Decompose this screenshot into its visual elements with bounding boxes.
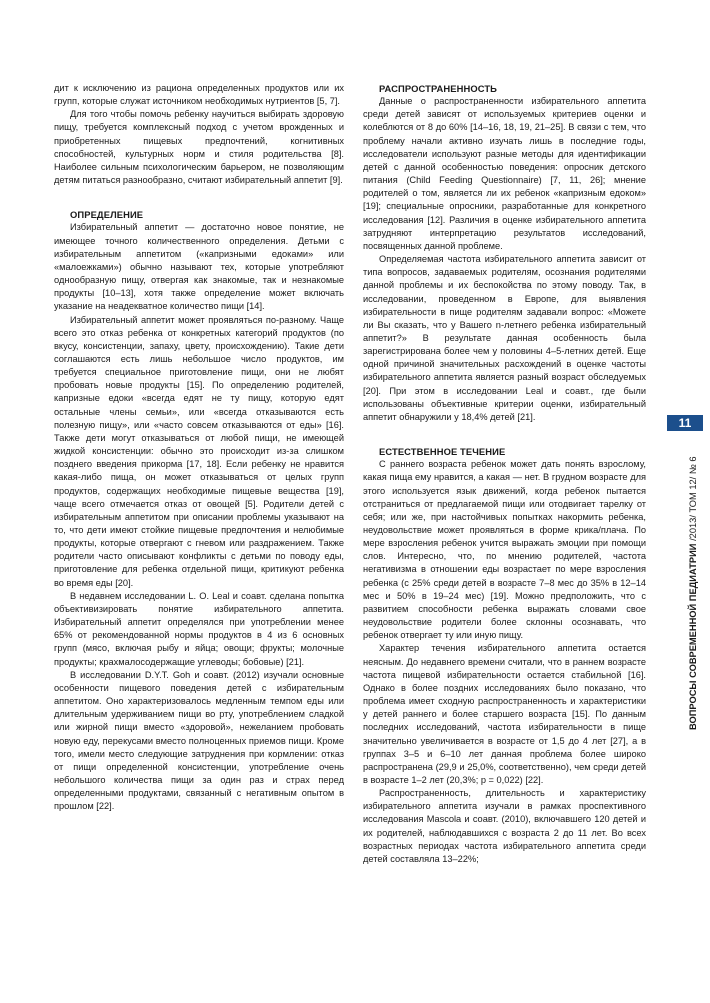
section-heading: РАСПРОСТРАНЕННОСТЬ	[379, 83, 498, 94]
paragraph: Распространенность, длительность и характеристику избирательного аппетита изучали в рамках проспективного исследования Mascola и соавт. (2010), включавшего 120 детей и их родителей, наблюдавшихся с возраста 2 до 11 лет. Во всех возрастных периодах частота избирательного аппетита среди детей составляла 13–22%;	[363, 788, 646, 864]
paragraph: В исследовании D.Y.T. Goh и соавт. (2012) изучали основные особенности пищевого поведения детей с избирательным аппетитом. Оно характеризовалось медленным темпом еды или длительным удерживанием пищи во рту, употреблением сладкой или жирной пищи вместо «здоровой», нежеланием пробовать новую еду, перекусами вместо полноценных приемов пищи. Кроме того, имели место следующие затруднения при кормлении: отказ от пищи определенной консистенции, употребление очень небольшого количества пищи за один раз и страх перед определенными продуктами, связанный с негативным опытом в прошлом [22].	[54, 669, 344, 812]
section-gap	[363, 424, 646, 435]
paragraph: Для того чтобы помочь ребенку научиться выбирать здоровую пищу, требуется комплексный подход с учетом врожденных и приобретенных пищевых предпочтений, когнитивных способностей, культурных норм и стиля родительства [8]. Наиболее сильным психологическим барьером, не позволяющим детям питаться разнообразно, считают избирательный аппетит [9].	[54, 109, 344, 186]
paragraph: Определяемая частота избирательного аппетита зависит от типа вопросов, задаваемых родителям, осознания родителями данной проблемы и их беспокойства по этому поводу. Так, в исследовании, проведенном в Европе, для выявления избирательности в пище родителям задавали вопрос: «Можете ли Вы сказать, что у Вашего n-летнего ребенка избирательный аппетит?» В результате данная особенность была зарегистрирована более чем у половины 4–5-летних детей. Еще одной причиной значительных расхождений в оценке частоты избирательного аппетита является разный возраст обследуемых [20]. При этом в исследовании Leal и соавт., где были использованы объективные критерии оценки, избирательный аппетит обнаружили у 18,4% детей [21].	[363, 254, 646, 422]
paragraph: Избирательный аппетит может проявляться по-разному. Чаще всего это отказ ребенка от конкретных категорий продуктов (по вкусу, консистенции, запаху, цвету, происхождению). Такие дети соглашаются есть лишь небольшое число продуктов, им требуется специальное приготовление пищи, они не любят пробовать новые продукты [15]. По определению родителей, капризные едоки «всегда едят не ту пищу, которую едят остальные члены семьи», или «всегда отказываются есть полезную пищу», или «часто совсем отказываются от еды» [16]. Также дети могут отказываться от любой пищи, не имеющей жидкой консистенции: обычно это происходит из-за слишком позднего введения прикорма [17, 18]. Если ребенку не нравится какая-либо пища, он может отказываться от целых групп продуктов, содержащих необходимые пищевые вещества [19], чаще всего отмечается отказ от овощей [5]. Родители детей с избирательным аппетитом при описании проблемы указывают на то, что дети имеют стойкие пищевые предпочтения и нелюбимые продукты, которые отвергают с гневом или раздражением. Также родители часто описывают конфликты с детьми по поводу еды, приготовление для ребенка отдельной пищи, критикуют ребенка во время еды [20].	[54, 314, 344, 588]
right-column	[363, 82, 646, 866]
journal-title: ВОПРОСЫ СОВРЕМЕННОЙ ПЕДИАТРИИ	[688, 543, 698, 730]
paragraph: дит к исключению из рациона определенных продуктов или их групп, которые служат источником необходимых нутриентов [5, 7].	[54, 83, 344, 107]
section-gap	[54, 187, 344, 198]
paragraph: Избирательный аппетит — достаточно новое понятие, не имеющее точного количественного определения. Детьми с избирательным аппетитом («капризными едоками» или «малоежками») обычно называют тех, которые употребляют однообразную пищу, отвергая как знакомые, так и незнакомые продукты [10–13], хотя также определение может включать указание на неадекватное количество пищи [14].	[54, 222, 344, 312]
paragraph: В недавнем исследовании L. O. Leal и соавт. сделана попытка объективизировать понятие избирательного аппетита. Избирательный аппетит определялся при употреблении менее 65% от рекомендованной нормы продуктов в 4 из 6 основных групп (мясо, включая рыбу и яйца; овощи; фрукты; молочные продукты; крахмалосодержащие углеводы; бобовые) [21].	[54, 590, 344, 667]
page-number: 11	[667, 415, 703, 431]
section-heading: ЕСТЕСТВЕННОЕ ТЕЧЕНИЕ	[379, 446, 506, 458]
paragraph: Характер течения избирательного аппетита остается неясным. До недавнего времени считали, что в раннем возрасте частота пищевой избирательности остается стабильной [16]. Однако в более поздних исследованиях было показано, что проблема имеет сходную распространенность и характеристики у детей раннего и более старшего возраста [15]. По данным последних исследований, частота избирательности в пище значительно увеличивается в возрасте от 1,5 до 4 лет [27], а в группах 3–5 и 6–10 лет данная проблема более широко распространена (29,9 и 25,0%, соответственно), чем среди детей в возрасте 1–2 лет (20,3%; p = 0,022) [22].	[363, 643, 646, 785]
section-heading: ОПРЕДЕЛЕНИЕ	[70, 209, 144, 221]
left-column	[54, 82, 344, 813]
paragraph: Данные о распространенности избирательного аппетита среди детей зависят от используемых критериев оценки и колеблются от 8 до 60% [14–16, 18, 19, 21–25]. В связи с тем, что проблему начали активно изучать лишь в последние годы, исследователи используют разные методы для идентификации детей с данной особенностью поведения: опросник детского питания (Child Feeding Questionnaire) [7, 11, 26]; мнение родителей о том, является ли их ребенок «капризным едоком» [19]; специальные опросники, разработанные для конкретного исследования [12]. Различия в оценке избирательного аппетита затрудняют интерпретацию результатов исследований, посвященных данной проблеме.	[363, 96, 646, 251]
paragraph: С раннего возраста ребенок может дать понять взрослому, какая пища ему нравится, а какая — нет. В грудном возрасте для этого используется язык движений, когда ребенок пытается отстраниться от предлагаемой пищи или отодвигает тарелку от себя; или же, при настойчивых попытках накормить ребенка, неудовольствие может проявляться в форме крика/плача. По мере взросления ребенок учится выражать эмоции при помощи слов. Интересно, что, по мнению родителей, частота негативизма в отношении еды возрастает по мере взросления ребенка (с 25% среди детей в возрасте 7–8 мес до 35% в 12–14 мес и 50% в 19–24 мес) [19]. Можно предположить, что с развитием способности ребенка выражать словами свое неудовольствие родители более склонны осознавать, что ребенок отвергает ту или иную пищу.	[363, 459, 646, 641]
running-head	[686, 440, 700, 730]
issue-info: /2013/ ТОМ 12/ № 6	[688, 456, 698, 544]
